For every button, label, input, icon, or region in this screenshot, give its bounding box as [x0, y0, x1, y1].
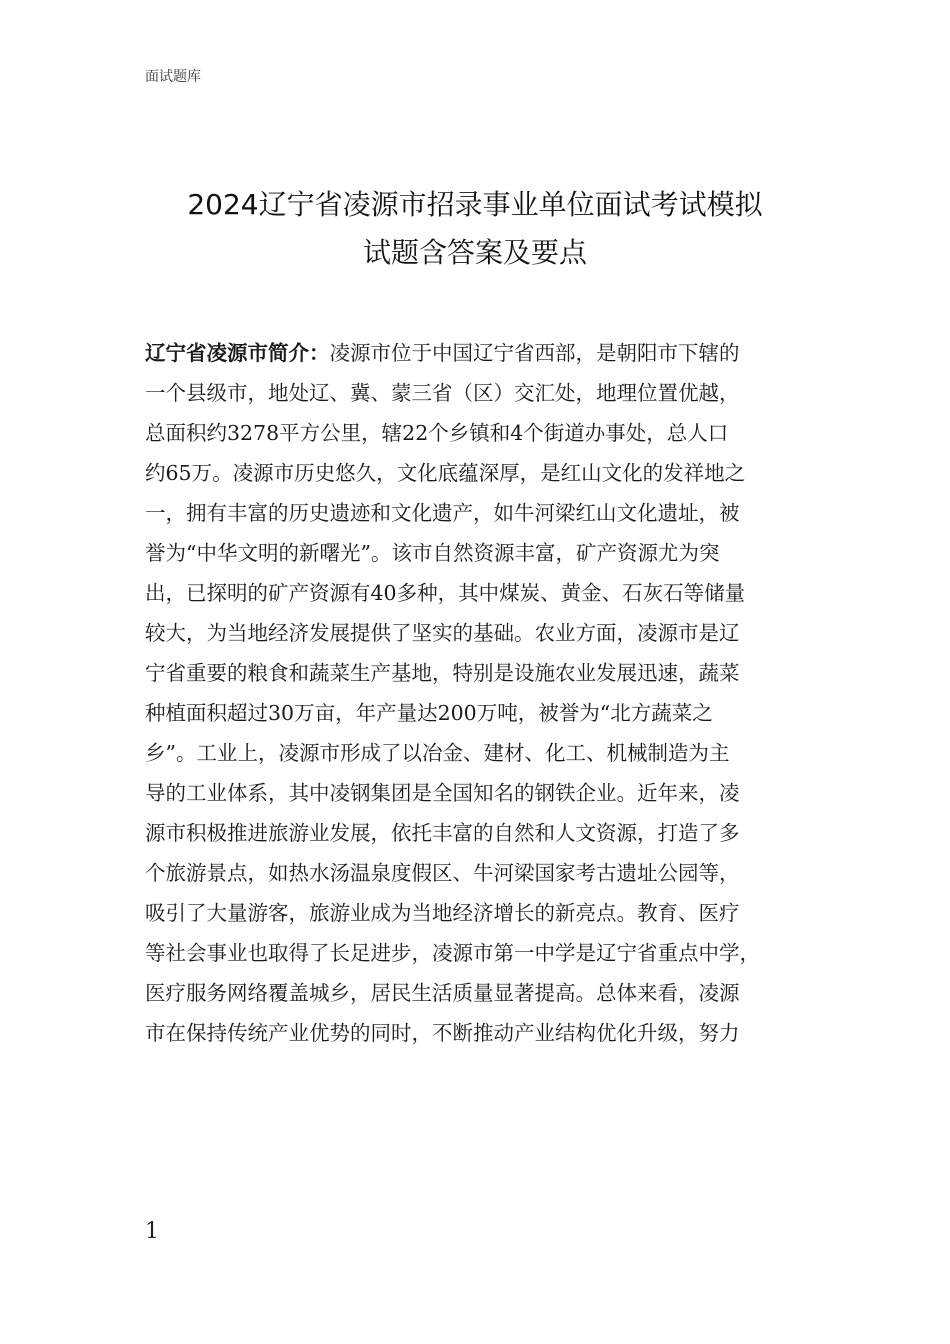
intro-line: 个旅游景点，如热水汤温泉度假区、牛河梁国家考古遗址公园等，	[145, 861, 740, 885]
intro-line: 一，拥有丰富的历史遗迹和文化遗产，如牛河梁红山文化遗址，被	[145, 501, 740, 525]
intro-line: 宁省重要的粮食和蔬菜生产基地，特别是设施农业发展迅速，蔬菜	[145, 661, 740, 685]
intro-line: 誉为“中华文明的新曙光”。该市自然资源丰富，矿产资源尤为突	[145, 541, 720, 565]
intro-line: 医疗服务网络覆盖城乡，居民生活质量显著提高。总体来看，凌源	[145, 981, 740, 1005]
intro-line: 乡”。工业上，凌源市形成了以冶金、建材、化工、机械制造为主	[145, 741, 730, 765]
intro-line: 总面积约3278平方公里，辖22个乡镇和4个街道办事处，总人口	[145, 421, 729, 445]
page-number: 1	[145, 1219, 159, 1244]
intro-line: 一个县级市，地处辽、冀、蒙三省（区）交汇处，地理位置优越，	[145, 381, 740, 405]
intro-line: 导的工业体系，其中凌钢集团是全国知名的钢铁企业。近年来，凌	[145, 781, 740, 805]
intro-line: 吸引了大量游客，旅游业成为当地经济增长的新亮点。教育、医疗	[145, 901, 740, 925]
intro-paragraph	[145, 333, 810, 1053]
page-header-label: 面试题库	[145, 69, 201, 85]
intro-lead: 辽宁省凌源市简介：	[145, 341, 330, 365]
document-title-line-1: 2024辽宁省凌源市招录事业单位面试考试模拟	[187, 188, 763, 221]
intro-line	[145, 333, 810, 373]
intro-line: 等社会事业也取得了长足进步，凌源市第一中学是辽宁省重点中学，	[145, 941, 760, 965]
intro-line: 源市积极推进旅游业发展，依托丰富的自然和人文资源，打造了多	[145, 821, 740, 845]
intro-line: 市在保持传统产业优势的同时，不断推动产业结构优化升级，努力	[145, 1021, 740, 1045]
intro-line: 种植面积超过30万亩，年产量达200万吨，被誉为“北方蔬菜之	[145, 701, 713, 725]
intro-line: 出，已探明的矿产资源有40多种，其中煤炭、黄金、石灰石等储量	[145, 581, 746, 605]
intro-line-text: 凌源市位于中国辽宁省西部，是朝阳市下辖的	[329, 341, 740, 365]
intro-line: 约65万。凌源市历史悠久，文化底蕴深厚，是红山文化的发祥地之	[145, 461, 746, 485]
intro-line: 较大，为当地经济发展提供了坚实的基础。农业方面，凌源市是辽	[145, 621, 740, 645]
document-title-line-2: 试题含答案及要点	[362, 236, 587, 269]
